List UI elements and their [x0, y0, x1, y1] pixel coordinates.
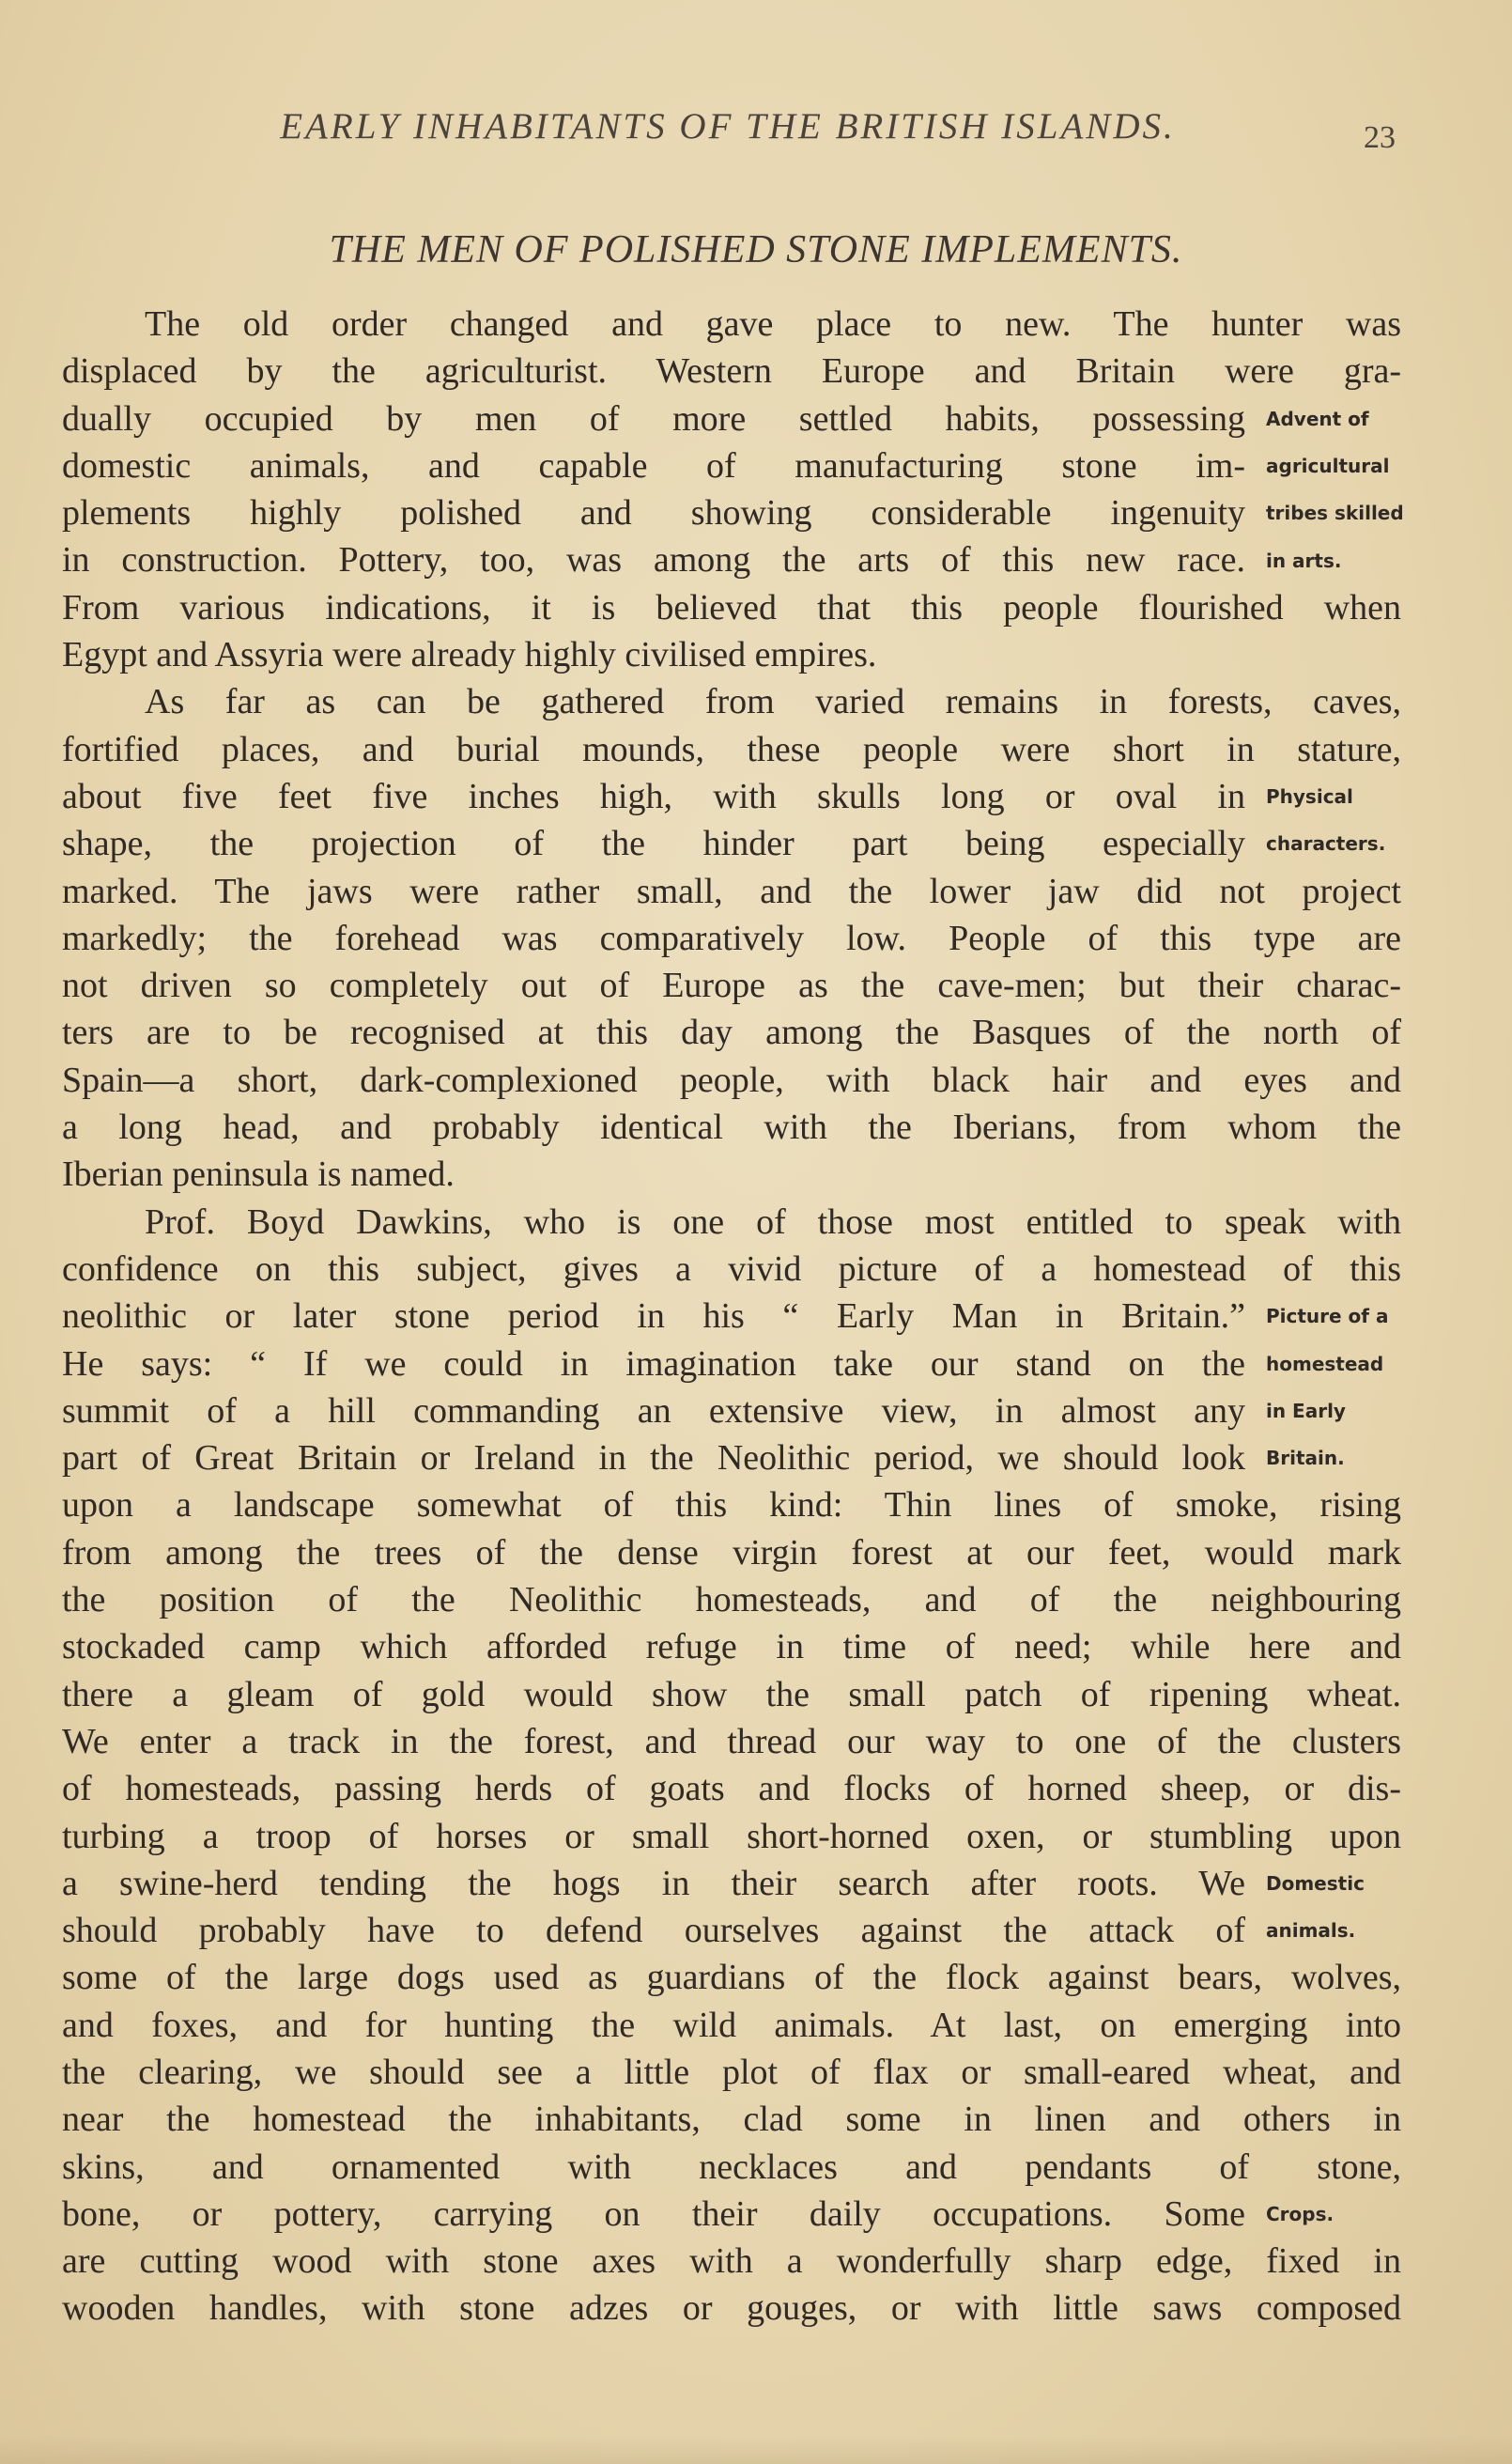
text-line — [62, 584, 1414, 631]
text-line — [62, 1057, 1414, 1104]
text-line — [62, 1718, 1414, 1765]
section-heading: THE MEN OF POLISHED STONE IMPLEMENTS. — [329, 228, 1183, 271]
text-line — [62, 2144, 1414, 2191]
text-line — [62, 1765, 1414, 1812]
line-text: not driven so completely out of Europe as the cave-men; but their charac- — [62, 966, 1401, 1006]
line-text: of homesteads, passing herds of goats and flocks of horned sheep, or dis- — [62, 1769, 1401, 1809]
text-line — [62, 1151, 1414, 1198]
text-line — [62, 2049, 1414, 2096]
line-text: a swine-herd tending the hogs in their search after roots. We — [62, 1863, 1245, 1903]
text-line — [62, 631, 1414, 678]
text-line — [62, 301, 1414, 348]
marginal-note: animals. — [1266, 1919, 1356, 1943]
line-text: some of the large dogs used as guardians of the flock against bears, wolves, — [62, 1958, 1401, 1998]
text-line — [62, 2096, 1414, 2143]
line-text: summit of a hill commanding an extensive view, in almost any — [62, 1390, 1245, 1431]
line-text: shape, the projection of the hinder part being especially — [62, 824, 1245, 864]
text-line — [62, 1199, 1414, 1246]
text-line — [62, 2285, 1414, 2332]
line-text: Egypt and Assyria were already highly civilised empires. — [62, 635, 877, 675]
line-text: displaced by the agriculturist. Western Europe and Britain were gra- — [62, 351, 1401, 392]
line-text: confidence on this subject, gives a vivid picture of a homestead of this — [62, 1248, 1401, 1289]
line-text: near the homestead the inhabitants, clad some in linen and others in — [62, 2100, 1401, 2140]
body-text — [62, 301, 1414, 2332]
text-line — [62, 1434, 1414, 1481]
running-head — [0, 105, 1512, 147]
line-text: markedly; the forehead was comparatively low. People of this type are — [62, 918, 1401, 958]
line-text: From various indications, it is believed that this people flourished when — [62, 587, 1401, 628]
marginal-note: Picture of a — [1266, 1305, 1389, 1328]
text-line — [62, 1340, 1414, 1387]
text-line — [62, 1671, 1414, 1718]
marginal-note: Physical — [1266, 785, 1353, 809]
text-line — [62, 1576, 1414, 1623]
line-text: are cutting wood with stone axes with a wonderfully sharp edge, fixed in — [62, 2241, 1401, 2282]
text-line — [62, 2191, 1414, 2238]
line-text: bone, or pottery, carrying on their daily occupations. Some — [62, 2193, 1245, 2234]
line-text: plements highly polished and showing considerable ingenuity — [62, 493, 1245, 534]
marginal-note: Crops. — [1266, 2203, 1335, 2226]
line-text: He says: “ If we could in imagination take our stand on the — [62, 1343, 1245, 1384]
text-line — [62, 1813, 1414, 1860]
text-line — [62, 2238, 1414, 2285]
line-text: turbing a troop of horses or small short-horned oxen, or stumbling upon — [62, 1816, 1401, 1856]
text-line — [62, 726, 1414, 773]
text-line — [62, 868, 1414, 915]
line-text: stockaded camp which afforded refuge in time of need; while here and — [62, 1627, 1401, 1667]
text-line — [62, 1246, 1414, 1293]
text-line — [62, 1104, 1414, 1151]
line-text: upon a landscape somewhat of this kind: Thin lines of smoke, rising — [62, 1485, 1401, 1526]
text-line — [62, 1481, 1414, 1528]
text-line — [62, 395, 1414, 442]
line-text: the position of the Neolithic homesteads, and of the neighbouring — [62, 1580, 1401, 1620]
text-line — [62, 1623, 1414, 1670]
text-line — [62, 773, 1414, 820]
text-line — [62, 1860, 1414, 1907]
marginal-note: Domestic — [1266, 1871, 1365, 1895]
marginal-note: tribes skilled — [1266, 502, 1404, 525]
text-line — [62, 1009, 1414, 1056]
text-line — [62, 678, 1414, 725]
line-text: dually occupied by men of more settled habits, possessing — [62, 398, 1245, 439]
line-text: Prof. Boyd Dawkins, who is one of those most entitled to speak with — [145, 1201, 1401, 1242]
line-text: about five feet five inches high, with skulls long or oval in — [62, 776, 1245, 816]
page-edge-shading — [0, 2436, 1512, 2464]
page-number: 23 — [1364, 120, 1396, 155]
line-text: Iberian peninsula is named. — [62, 1155, 455, 1195]
line-text: neolithic or later stone period in his “ Early Man in Britain.” — [62, 1296, 1245, 1337]
line-text: should probably have to defend ourselves against the attack of — [62, 1911, 1245, 1951]
text-line — [62, 1529, 1414, 1576]
text-line — [62, 1907, 1414, 1954]
marginal-note: in Early — [1266, 1399, 1346, 1422]
text-line — [62, 489, 1414, 536]
line-text: We enter a track in the forest, and thread our way to one of the clusters — [62, 1721, 1401, 1761]
marginal-note: characters. — [1266, 832, 1386, 856]
marginal-note: homestead — [1266, 1352, 1384, 1375]
line-text: from among the trees of the dense virgin forest at our feet, would mark — [62, 1532, 1401, 1573]
line-text: domestic animals, and capable of manufacturing stone im- — [62, 445, 1245, 486]
text-line — [62, 442, 1414, 489]
marginal-note: agricultural — [1266, 455, 1390, 478]
marginal-note: in arts. — [1266, 549, 1342, 572]
line-text: there a gleam of gold would show the small patch of ripening wheat. — [62, 1674, 1401, 1714]
line-text: As far as can be gathered from varied remains in forests, caves, — [145, 682, 1401, 722]
text-line — [62, 1293, 1414, 1340]
text-line — [62, 820, 1414, 867]
line-text: ters are to be recognised at this day among the Basques of the north of — [62, 1013, 1401, 1053]
line-text: marked. The jaws were rather small, and the lower jaw did not project — [62, 871, 1401, 911]
text-line — [62, 915, 1414, 962]
line-text: a long head, and probably identical with the Iberians, from whom the — [62, 1108, 1401, 1148]
line-text: in construction. Pottery, too, was among the arts of this new race. — [62, 540, 1245, 581]
line-text: wooden handles, with stone adzes or gouges, or with little saws composed — [62, 2288, 1401, 2329]
text-line — [62, 1954, 1414, 2001]
line-text: fortified places, and burial mounds, these people were short in stature, — [62, 729, 1401, 769]
text-line — [62, 962, 1414, 1009]
line-text: and foxes, and for hunting the wild animals. At last, on emerging into — [62, 2005, 1401, 2045]
text-line — [62, 536, 1414, 583]
line-text: part of Great Britain or Ireland in the Neolithic period, we should look — [62, 1438, 1245, 1479]
line-text: Spain—a short, dark-complexioned people, with black hair and eyes and — [62, 1060, 1401, 1100]
line-text: skins, and ornamented with necklaces and pendants of stone, — [62, 2146, 1401, 2187]
marginal-note: Britain. — [1266, 1447, 1345, 1470]
line-text: The old order changed and gave place to new. The hunter was — [145, 304, 1401, 344]
running-title: EARLY INHABITANTS OF THE BRITISH ISLANDS. — [280, 106, 1176, 147]
marginal-note: Advent of — [1266, 407, 1369, 430]
text-line — [62, 348, 1414, 395]
text-line — [62, 2002, 1414, 2049]
text-line — [62, 1387, 1414, 1434]
line-text: the clearing, we should see a little plot of flax or small-eared wheat, and — [62, 2052, 1401, 2092]
